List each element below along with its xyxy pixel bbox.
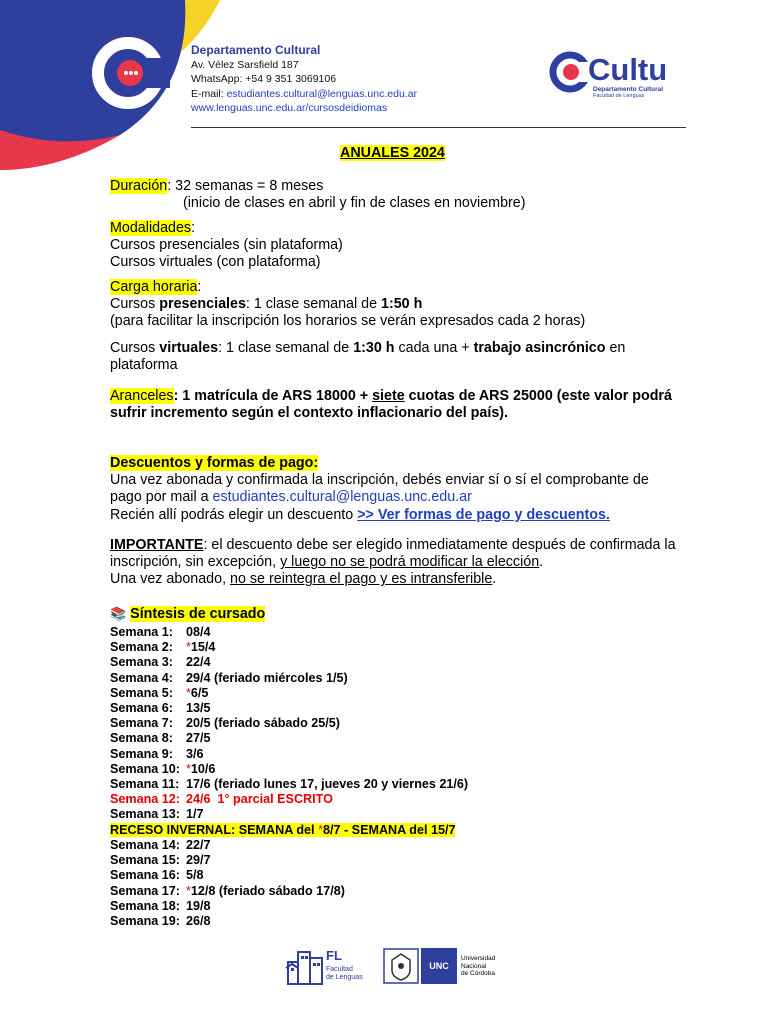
week-date: 24/6 1° parcial ESCRITO bbox=[186, 792, 333, 807]
week-date: 10/6 bbox=[190, 761, 216, 776]
week-label: Semana 12: bbox=[110, 792, 181, 807]
importante-label: IMPORTANTE bbox=[110, 537, 204, 553]
email-link[interactable]: estudiantes.cultural@lenguas.unc.edu.ar bbox=[226, 87, 418, 100]
period: . bbox=[539, 554, 544, 571]
schedule-row bbox=[110, 686, 468, 701]
schedule-list bbox=[110, 625, 468, 823]
week-date: 17/6 (feriado lunes 17, jueves 20 y viernes 21/6) bbox=[186, 777, 469, 792]
aranceles-section bbox=[110, 388, 680, 422]
week-label: Semana 1: bbox=[110, 625, 173, 639]
week-label: Semana 4: bbox=[110, 670, 173, 685]
descuentos-label: Descuentos y formas de pago: bbox=[110, 455, 319, 471]
modalidad-presencial: Cursos presenciales (sin plataforma) bbox=[110, 237, 343, 254]
schedule-row bbox=[110, 899, 345, 914]
duracion-label: Duración bbox=[110, 178, 168, 194]
page-title: ANUALES 2024 bbox=[340, 145, 445, 161]
colon: : bbox=[191, 220, 196, 236]
week-date: 15/4 bbox=[190, 640, 216, 655]
descuentos-choose: Recién allí podrás elegir un descuento >> Ver formas de pago y descuentos. bbox=[110, 506, 610, 523]
aranceles-text: : 1 matrícula de ARS 18000 + bbox=[173, 388, 373, 404]
duracion-value: : 32 semanas = 8 meses bbox=[167, 178, 324, 194]
week-date: 22/7 bbox=[186, 838, 211, 852]
logo-text: Cultu bbox=[588, 52, 668, 87]
aranceles-label: Aranceles bbox=[110, 388, 174, 404]
asterisk: * bbox=[186, 883, 191, 898]
importante-section bbox=[110, 537, 680, 589]
unc-name: Universidad Nacional de Córdoba bbox=[461, 955, 496, 977]
week-label: Semana 13: bbox=[110, 807, 181, 822]
address: Av. Vélez Sarsfield 187 bbox=[191, 59, 299, 71]
week-label: Semana 17: bbox=[110, 883, 181, 898]
aranceles-siete: siete bbox=[372, 388, 405, 404]
schedule-row bbox=[110, 762, 468, 777]
week-label: Semana 15: bbox=[110, 853, 181, 868]
week-date: 5/8 bbox=[186, 868, 204, 883]
week-date: 08/4 bbox=[186, 625, 211, 639]
descuentos-section bbox=[110, 455, 680, 524]
sintesis-heading bbox=[110, 606, 265, 622]
schedule-row bbox=[110, 640, 468, 655]
descuentos-text: Una vez abonada y confirmada la inscripción, debés enviar sí o sí el comprobante de pago por mail a estudiantes.cultural@lenguas.unc.edu.ar bbox=[110, 472, 649, 506]
week-label: Semana 6: bbox=[110, 701, 173, 716]
whatsapp: WhatsApp: +54 9 351 3069106 bbox=[191, 73, 337, 86]
schedule-row bbox=[110, 671, 468, 686]
email-label: E-mail: bbox=[191, 87, 227, 100]
importante-underlined-2: no se reintegra el pago y es intransferible bbox=[230, 571, 493, 588]
descuentos-email-link[interactable]: estudiantes.cultural@lenguas.unc.edu.ar bbox=[212, 489, 472, 506]
receso-row: RECESO INVERNAL: SEMANA del *8/7 - SEMANA del 15/7 bbox=[110, 823, 456, 837]
schedule-row bbox=[110, 807, 468, 822]
modalidades-label: Modalidades bbox=[110, 220, 192, 236]
asterisk: * bbox=[186, 640, 191, 655]
week-date: 13/5 bbox=[186, 701, 211, 716]
week-label: Semana 16: bbox=[110, 868, 181, 883]
books-icon: 📚 bbox=[110, 606, 127, 621]
duracion-note: (inicio de clases en abril y fin de clases en noviembre) bbox=[183, 195, 526, 212]
asterisk: * bbox=[186, 685, 191, 700]
week-date: 6/5 bbox=[190, 685, 209, 700]
carga-presencial-note: (para facilitar la inscripción los horarios se verán expresados cada 2 horas) bbox=[110, 313, 586, 330]
email-line bbox=[191, 87, 417, 101]
week-date: 1/7 bbox=[186, 807, 204, 822]
sintesis-label: Síntesis de cursado bbox=[130, 606, 266, 622]
duracion-section bbox=[110, 178, 680, 212]
carga-label: Carga horaria bbox=[110, 279, 198, 295]
importante-underlined: y luego no se podrá modificar la elección bbox=[280, 554, 540, 571]
website-link[interactable]: www.lenguas.unc.edu.ar/cursosdeidiomas bbox=[191, 101, 388, 114]
fl-building-icon bbox=[284, 944, 326, 986]
logo-sub1: Departamento Cultural bbox=[593, 86, 664, 93]
unc-crest-icon bbox=[383, 948, 419, 984]
schedule-row bbox=[110, 716, 468, 731]
week-label: Semana 10: bbox=[110, 761, 181, 776]
schedule-row bbox=[110, 914, 345, 929]
carga-virtual: Cursos virtuales: 1 clase semanal de 1:30 h cada una + trabajo asincrónico en plataforma bbox=[110, 339, 626, 373]
importante-text-2: Una vez abonado, bbox=[110, 571, 231, 588]
schedule-row bbox=[110, 853, 345, 868]
schedule-row bbox=[110, 777, 468, 792]
header-divider bbox=[191, 127, 686, 128]
schedule-row bbox=[110, 792, 468, 807]
week-date: 29/7 bbox=[186, 853, 211, 868]
week-date: 20/5 (feriado sábado 25/5) bbox=[186, 716, 340, 731]
carga-section bbox=[110, 279, 680, 374]
week-label: Semana 11: bbox=[110, 777, 180, 792]
week-date: 12/8 (feriado sábado 17/8) bbox=[190, 883, 345, 898]
importante-text: : el descuento debe ser elegido inmediatamente después de confirmada la inscripción, sin excepción, bbox=[110, 537, 676, 571]
modalidad-virtual: Cursos virtuales (con plataforma) bbox=[110, 254, 321, 271]
schedule-list-2 bbox=[110, 838, 345, 929]
unc-logo bbox=[383, 948, 496, 989]
week-label: Semana 2: bbox=[110, 640, 173, 655]
week-date: 19/8 bbox=[186, 898, 211, 913]
fl-name: Facultad de Lenguas bbox=[326, 966, 363, 981]
week-label: Semana 14: bbox=[110, 838, 181, 852]
week-label: Semana 9: bbox=[110, 746, 173, 761]
aranceles-text-2: cuotas de ARS 25000 (este valor podrá sufrir incremento según el contexto inflacionario del país). bbox=[110, 388, 672, 422]
week-date: 27/5 bbox=[186, 731, 211, 746]
colon: : bbox=[197, 279, 202, 295]
week-label: Semana 3: bbox=[110, 655, 173, 670]
modalidades-section bbox=[110, 220, 680, 272]
week-label: Semana 5: bbox=[110, 685, 173, 700]
week-label: Semana 19: bbox=[110, 914, 181, 929]
week-label: Semana 7: bbox=[110, 716, 173, 731]
week-label: Semana 18: bbox=[110, 898, 181, 913]
fl-abbr: FL bbox=[326, 948, 342, 963]
department-name: Departamento Cultural bbox=[191, 43, 321, 57]
week-date: 26/8 bbox=[186, 914, 211, 929]
header-contact bbox=[191, 43, 417, 115]
period: . bbox=[492, 571, 497, 588]
week-date: 29/4 (feriado miércoles 1/5) bbox=[186, 670, 348, 685]
schedule-row bbox=[110, 838, 345, 853]
schedule-row bbox=[110, 701, 468, 716]
schedule-row bbox=[110, 731, 468, 746]
schedule-row bbox=[110, 884, 345, 899]
ver-formas-pago-link[interactable]: >> Ver formas de pago y descuentos. bbox=[357, 506, 610, 523]
schedule-row bbox=[110, 655, 468, 670]
asterisk: * bbox=[186, 761, 191, 776]
week-date: 3/6 bbox=[186, 746, 204, 761]
cultu-logo bbox=[548, 50, 678, 107]
schedule-row bbox=[110, 747, 468, 762]
week-label: Semana 8: bbox=[110, 731, 173, 746]
schedule-row bbox=[110, 625, 468, 640]
week-date: 22/4 bbox=[186, 655, 211, 670]
unc-abbr: UNC bbox=[421, 948, 457, 984]
carga-presencial: Cursos presenciales: 1 clase semanal de 1:50 h bbox=[110, 296, 423, 313]
schedule-row bbox=[110, 868, 345, 883]
logo-sub2: Facultad de Lenguas bbox=[593, 93, 645, 99]
fl-logo bbox=[284, 944, 363, 991]
